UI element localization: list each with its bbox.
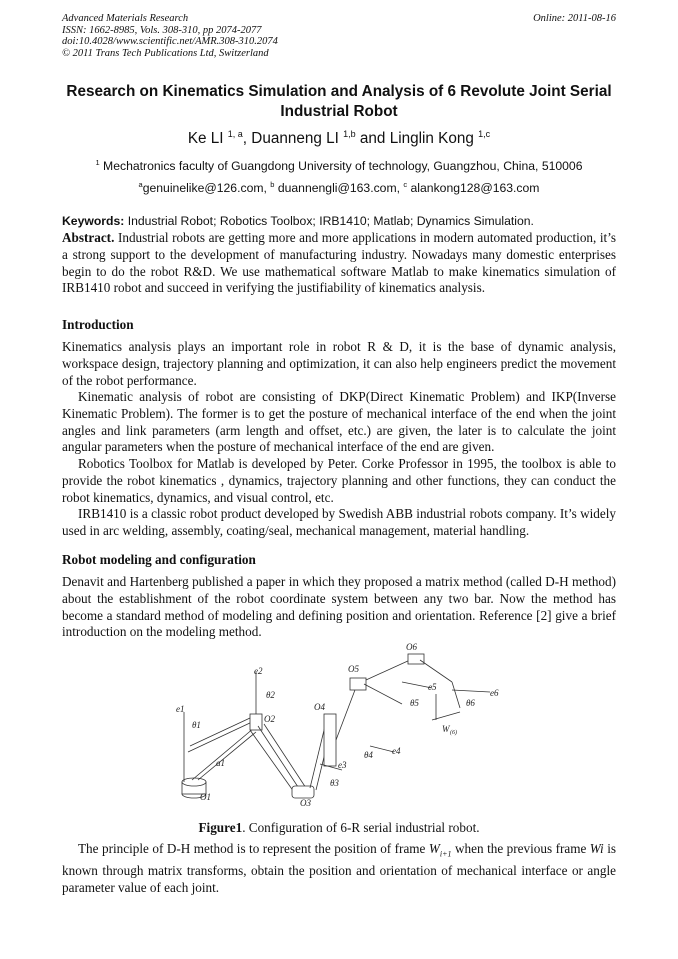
email-line	[62, 180, 616, 195]
label-theta3: θ3	[330, 778, 339, 788]
email-c-sup: c	[403, 180, 408, 189]
label-o3: O3	[300, 798, 311, 808]
e6-axis	[452, 690, 490, 692]
author-3: Linglin Kong	[389, 130, 474, 148]
paper-title: Research on Kinematics Simulation and Analysis of 6 Revolute Joint Serial Industrial Robot	[66, 83, 612, 120]
link-2	[258, 726, 300, 790]
modeling-p1: Denavit and Hartenberg published a paper in which they proposed a matrix method (called D-H method) about the establishment of the robot coordinate system between any two bar. Now the method has become a standard method of modeling and defining position and orientation. Reference [2] give a brief introduction on the modeling method.	[62, 574, 616, 640]
introduction-p3: Robotics Toolbox for Matlab is developed by Peter. Corke Professor in 1995, the toolbox is able to provide the robot kinematics , dynamics, trajectory planning and other functions, they can conduct the robot kinematics, dynamics, and visual control, etc.	[62, 456, 616, 505]
dh-principle-paragraph	[62, 841, 616, 897]
figure-caption	[62, 820, 616, 836]
label-theta2: θ2	[266, 690, 275, 700]
journal-name: Advanced Materials Research	[62, 13, 189, 24]
label-e3: e3	[338, 760, 347, 770]
joint-4	[324, 714, 336, 766]
label-w: W	[442, 724, 450, 734]
closing-mid: when the previous frame	[451, 841, 590, 856]
email-a: genuinelike@126.com,	[142, 181, 267, 196]
label-o2: O2	[264, 714, 275, 724]
joint-5	[350, 678, 366, 690]
label-a1: a1	[216, 758, 225, 768]
figure-caption-text: . Configuration of 6-R serial industrial robot.	[242, 820, 480, 835]
e4-axis	[370, 746, 394, 752]
affiliation-text: Mechatronics faculty of Guangdong University of technology, Guangzhou, China, 510006	[103, 159, 583, 174]
label-e4: e4	[392, 746, 401, 756]
introduction-p4: IRB1410 is a classic robot product developed by Swedish ABB industrial robots company. It’s widely used in arc welding, assembly, coating/seal, mechanical management, material handling.	[62, 506, 616, 538]
email-a-sup: a	[138, 180, 143, 189]
label-o4: O4	[314, 702, 325, 712]
issn-line: ISSN: 1662-8985, Vols. 308-310, pp 2074-2077	[62, 24, 262, 36]
closing-w1: W	[428, 841, 440, 856]
abstract	[62, 230, 616, 297]
email-c: alankong128@163.com	[410, 181, 540, 196]
email-b-sup: b	[270, 180, 275, 189]
abstract-label: Abstract.	[62, 230, 115, 245]
keywords-text: Industrial Robot; Robotics Toolbox; IRB1410; Matlab; Dynamics Simulation.	[127, 214, 534, 228]
doi-line: doi:10.4028/www.scientific.net/AMR.308-310.2074	[62, 36, 278, 47]
label-e5: e5	[428, 682, 437, 692]
label-theta1: θ1	[192, 720, 201, 730]
label-e6: e6	[490, 688, 499, 698]
label-e2: e2	[254, 666, 263, 676]
robot-configuration-figure	[170, 642, 510, 810]
figure-caption-label: Figure1	[198, 820, 243, 835]
copyright-line: © 2011 Trans Tech Publications Ltd, Switzerland	[62, 47, 269, 59]
closing-start: The principle of D-H method is to represent the position of frame	[78, 841, 429, 856]
closing-end: is known through matrix transforms, obtain the position and orientation of mechanical interface or angle parameter value of each joint.	[62, 841, 617, 896]
affiliation	[62, 158, 616, 173]
email-b: duannengli@163.com,	[277, 181, 400, 196]
introduction-p1: Kinematics analysis plays an important role in robot R & D, it is the base of dynamic analysis, workspace design, trajectory planning and optimization, it can also help engineers predict the movement of the robot performance.	[62, 339, 616, 388]
joint-6	[408, 654, 424, 664]
label-e1: e1	[176, 704, 185, 714]
joint-2	[250, 714, 262, 730]
closing-wi: Wi	[589, 841, 604, 856]
label-theta5: θ5	[410, 698, 419, 708]
introduction-p2: Kinematic analysis of robot are consisting of DKP(Direct Kinematic Problem) and IKP(Inverse Kinematic Problem). The former is to get the posture of mechanical interface of the end when the joint angles and link parameters (arm length and offset, etc.) are given, the later is to calculate the joint angular parameters when the posture of mechanical interface of the end are given.	[62, 389, 616, 455]
label-theta4: θ4	[364, 750, 373, 760]
closing-w1-sub: i+1	[439, 849, 452, 859]
author-and: and	[359, 130, 386, 148]
author-1-sup: 1, a	[227, 129, 243, 139]
journal-header	[62, 13, 278, 59]
author-3-sup: 1,c	[478, 129, 491, 139]
label-o6: O6	[406, 642, 417, 652]
label-o5: O5	[348, 664, 359, 674]
affiliation-sup: 1	[95, 158, 100, 167]
author-2-sup: 1,b	[343, 129, 356, 139]
keywords-label: Keywords:	[62, 214, 125, 228]
author-line: Ke LI $^{1, a}$, Duanneng LI $^{1,b}$ and Linglin Kong $^{1,c}$	[187, 129, 491, 148]
abstract-text: Industrial robots are getting more and more applications in modern automated production, it’s a strong support to the development of manufacturing industry. Nowadays many domestic enterprises begin to do the robot R&D. We use mathematical software Matlab to make kinematics simulation of IRB1410 robot and succeed in verifying the justifiability of kinematics analysis.	[62, 230, 617, 296]
label-w-sub: (6)	[450, 730, 457, 736]
label-theta6: θ6	[466, 698, 475, 708]
modeling-heading: Robot modeling and configuration	[62, 552, 256, 567]
introduction-heading: Introduction	[62, 317, 134, 332]
joint-3	[292, 786, 314, 798]
label-o1: O1	[200, 792, 211, 802]
author-2: Duanneng LI	[251, 130, 339, 148]
author-1: Ke LI	[187, 130, 224, 148]
online-date: Online: 2011-08-16	[533, 13, 616, 24]
keywords	[62, 213, 616, 229]
